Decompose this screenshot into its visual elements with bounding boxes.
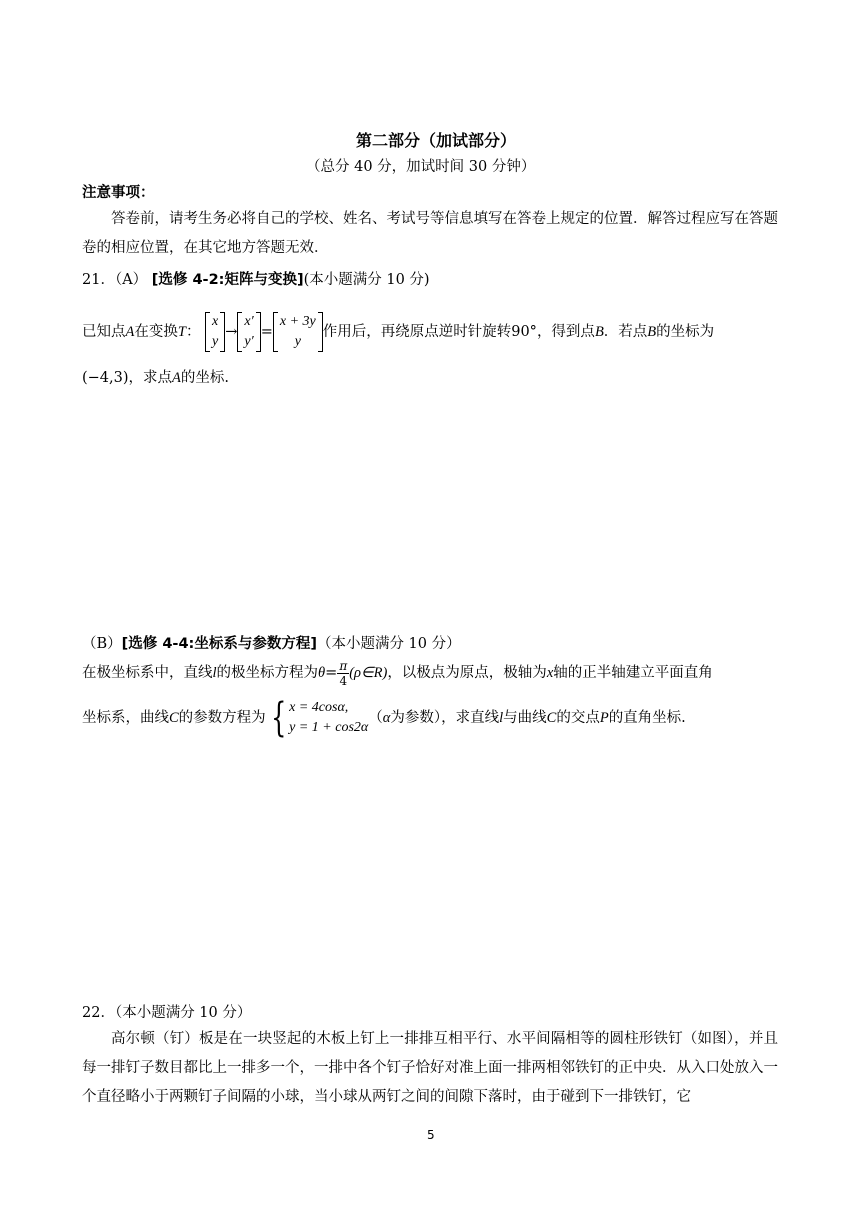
notice-body [82, 205, 778, 263]
q21b-var-c: C [169, 710, 179, 726]
q21b-var-l: l [212, 665, 217, 681]
q21a-score: (本小题满分 10 分) [303, 272, 430, 288]
q21b-text-2e: 与曲线 [503, 710, 547, 726]
q21a-line-2 [82, 368, 229, 388]
matrix-xy-top: x [212, 314, 219, 329]
q21a-text-4: 作用后，再绕原点逆时针旋转 [322, 324, 512, 340]
q22-heading: 22．（本小题满分 10 分） [82, 1005, 252, 1021]
q21a-text-2: 在变换 [134, 324, 178, 340]
fraction-pi-over-4 [337, 659, 349, 688]
q21a-text-7: 的坐标为 [656, 324, 715, 340]
matrix-prime-bottom: y′ [244, 334, 254, 349]
matrix-result-top: x + 3y [279, 314, 316, 329]
q21a-angle: 90° [511, 324, 537, 340]
q21a-topic: [选修 4-2:矩阵与变换] [151, 272, 304, 288]
q21b-var-l2: l [499, 710, 504, 726]
parametric-system [289, 698, 368, 738]
q21a-var-b2: B [647, 324, 657, 340]
q21a-var-t: T [177, 324, 186, 340]
arrow-symbol: → [225, 324, 238, 340]
q21b-line-2 [82, 696, 686, 740]
page-number: 5 [427, 1128, 435, 1142]
q22-text: 高尔顿（钉）板是在一块竖起的木板上钉上一排排互相平行、水平间隔相等的圆柱形铁钉（如图），并且每一排钉子数目都比上一排多一个，一排中各个钉子恰好对准上面一排两相邻铁钉的正中央．从入口处放入一个直径略小于两颗钉子间隔的小球，当小球从两钉之间的间隙下落时，由于碰到下一排铁钉，它 [82, 1031, 778, 1105]
q21a-text-6: ．若点 [603, 324, 648, 340]
q21b-var-x: x [546, 665, 554, 681]
notice-text: 答卷前，请考生务必将自己的学校、姓名、考试号等信息填写在答卷上规定的位置．解答过程应写在答题卷的相应位置，在其它地方答题无效． [82, 211, 778, 256]
q21a-var-a: A [125, 324, 135, 340]
q21b-text-2c: （ [368, 710, 383, 726]
q21a-text-9: 的坐标. [180, 370, 229, 386]
section-subtitle: （总分 40 分，加试时间 30 分钟） [306, 159, 536, 175]
system-eq-2: y = 1 + cos2α [289, 720, 369, 735]
q21a-text-8: ，求点 [128, 370, 173, 386]
q21b-var-c2: C [546, 710, 557, 726]
matrix-result-bottom: y [294, 334, 301, 349]
q21b-text-2g: 的直角坐标. [608, 710, 686, 726]
q21b-score: （本小题满分 10 分） [316, 636, 461, 652]
q21b-line-1 [82, 656, 713, 690]
q21b-text-2a: 坐标系，曲线 [82, 710, 169, 726]
q21a-text-1: 已知点 [82, 324, 126, 340]
q21b-text-2d: 为参数），求直线 [390, 710, 500, 726]
matrix-xy-prime [237, 312, 260, 352]
equals-symbol: = [260, 324, 273, 340]
system-eq-1: x = 4cosα, [289, 700, 349, 715]
q21b-heading [82, 634, 461, 654]
q21a-text-3: ： [185, 324, 201, 340]
q21b-var-p: P [599, 710, 609, 726]
fraction-denominator: 4 [339, 673, 348, 688]
q21a-number: 21．（A） [82, 272, 148, 288]
q21b-label: （B） [82, 636, 122, 652]
matrix-prime-top: x′ [244, 314, 254, 329]
q21a-heading [82, 270, 430, 290]
q21b-eq: = [325, 665, 338, 681]
q21b-text-1b: 的极坐标方程为 [216, 665, 319, 681]
q21b-topic: [选修 4-4:坐标系与参数方程] [121, 636, 317, 652]
q21b-text-1d: 轴的正半轴建立平面直角 [553, 665, 713, 681]
matrix-result [273, 312, 323, 352]
matrix-xy [205, 312, 225, 352]
theta-symbol: θ [318, 665, 326, 681]
matrix-xy-bottom: y [212, 334, 219, 349]
section-title: 第二部分（加试部分） [356, 131, 517, 150]
q21a-var-a2: A [172, 370, 181, 386]
q21a-var-b: B [594, 324, 604, 340]
q21b-text-1c: ，以极点为原点，极轴为 [387, 665, 547, 681]
q21b-text-2f: 的交点 [556, 710, 600, 726]
fraction-numerator: π [339, 658, 348, 673]
alpha-symbol: α [382, 710, 391, 726]
q21a-line-1 [82, 310, 714, 354]
q22-body [82, 1025, 778, 1112]
q21a-coord: (−4,3) [82, 370, 129, 386]
q21a-text-5: ，得到点 [536, 324, 595, 340]
notice-label: 注意事项： [82, 185, 155, 201]
q21b-condition: (ρ∈R) [349, 665, 388, 681]
left-brace-icon: { [270, 695, 287, 741]
q21b-text-2b: 的参数方程为 [178, 710, 266, 726]
q21b-text-1a: 在极坐标系中，直线 [82, 665, 213, 681]
